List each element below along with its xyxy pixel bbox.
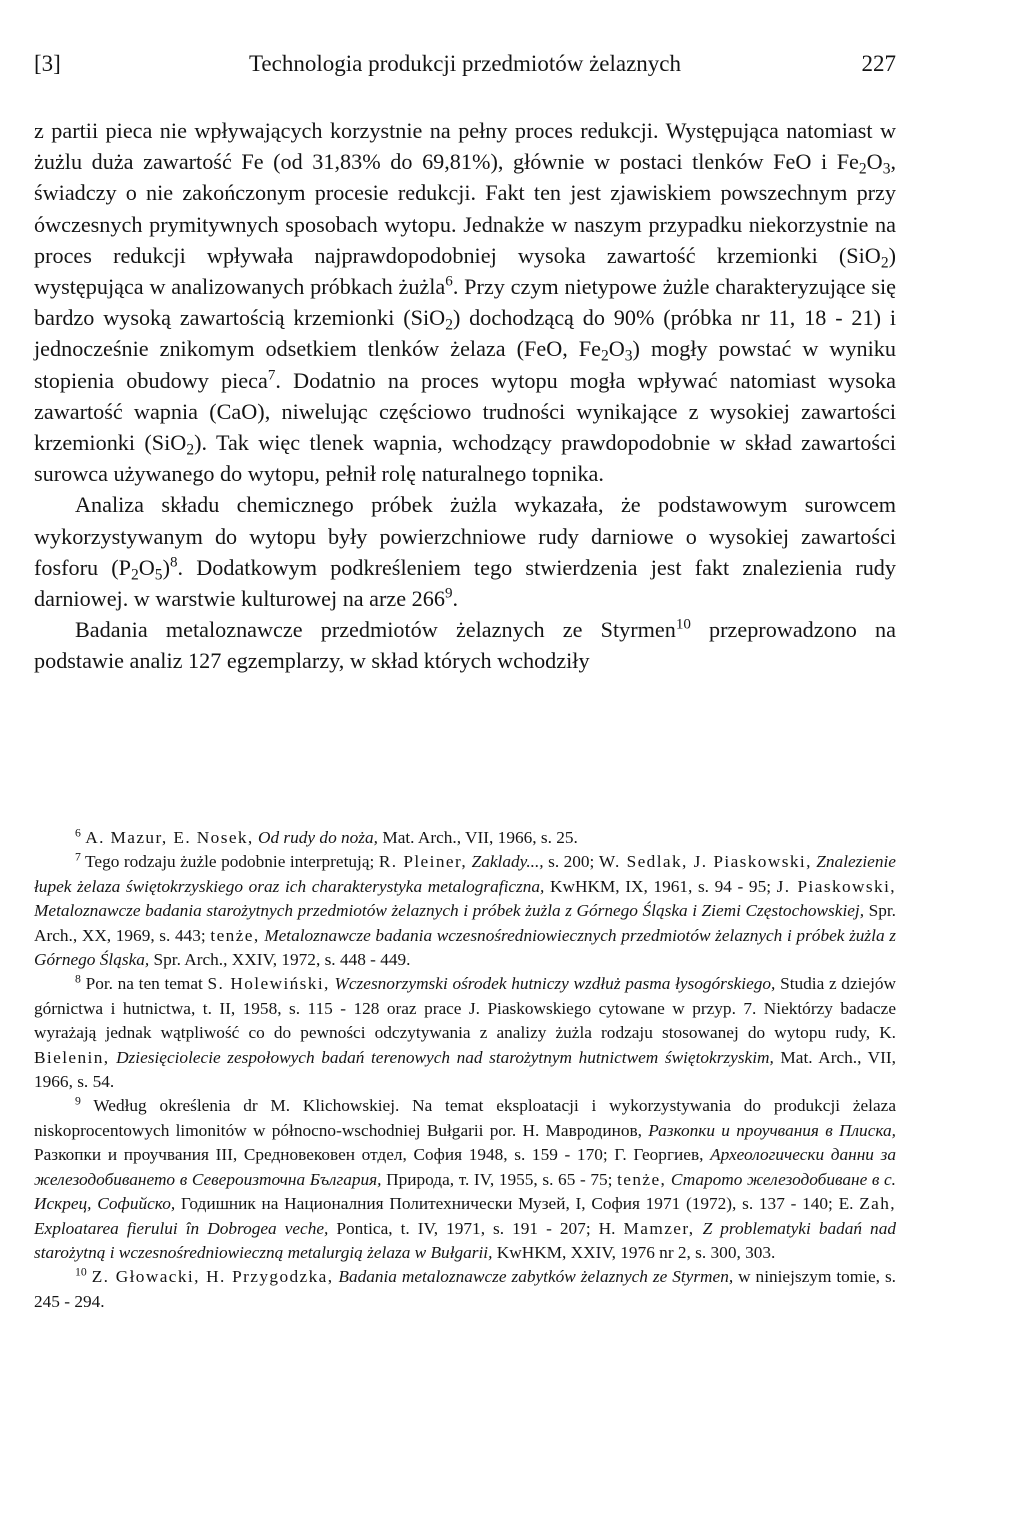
text-run: z partii pieca nie wpływających korzystnie na pełny proces redukcji. Występująca natomiast w żużlu duża zawartość Fe (od 31,83% do 69,81%), głównie w postaci tlenków FeO i Fe xyxy=(34,118,896,175)
footnote-9 xyxy=(34,1094,896,1265)
text-run: Por. na ten temat xyxy=(85,974,208,994)
footnote-ref-6[interactable]: 6 xyxy=(445,273,453,290)
footnote-8 xyxy=(34,972,896,1094)
footnote-mark: 7 xyxy=(75,850,81,864)
footnote-ref-7[interactable]: 7 xyxy=(267,367,276,384)
work-title: Dziesięciolecie zespołowych badań terenowych nad starożytnym hutnictwem świętokrzyskim, xyxy=(116,1047,774,1067)
text-run: Mat. Arch., VII, 1966, s. 25. xyxy=(382,828,578,847)
footnote-ref-9[interactable]: 9 xyxy=(444,585,453,602)
text-run: Годишник на Националния Политехнически Музей, I, София 1971 (1972), s. 137 - 140; E. xyxy=(175,1194,860,1214)
running-title: Technologia produkcji przedmiotów żelaznych xyxy=(248,51,682,76)
text-run: ). Tak więc tlenek wapnia, wchodzący prawdopodobnie w skład zawartości surowca używanego do wytopu, pełnił rolę naturalnego topnika. xyxy=(34,430,896,487)
work-title: Старото железодобиване в с. Искрец, Софийско, xyxy=(34,1169,897,1214)
running-header xyxy=(34,48,896,80)
text-run: O xyxy=(608,336,625,362)
author: R. Pleiner, xyxy=(378,852,468,872)
subscript: 2 xyxy=(880,254,889,272)
text-run: przeprowadzono na podstawie analiz 127 egzemplarzy, w skład których wchodziły xyxy=(34,617,896,674)
text-run: . Przy czym nietypowe żużle charakteryzujące się bardzo wysoką zawartością krzemionki (SiO xyxy=(34,274,896,331)
footnote-mark: 10 xyxy=(75,1265,87,1279)
text-run: . Dodatkowym podkreśleniem tego stwierdzenia jest fakt znalezienia rudy darniowej. w warstwie kulturowej na arze 266 xyxy=(34,554,896,612)
subscript: 2 xyxy=(186,441,195,459)
work-title: Exploatarea fierului în Dobrogea veche, xyxy=(34,1218,329,1238)
text-run: Studia z dziejów górnictwa i hutnictwa, t. II, 1958, s. 115 - 128 oraz prace J. Piaskowskiego cytowane w przyp. 7. Niektórzy badacze wyrażają jednak wątpliwość co do pewności odczytywania z analizy żużla rodzaju stosowanej do wytopu rudy, K. xyxy=(34,974,897,1043)
text-run: KwHKM, IX, 1961, s. 94 - 95; xyxy=(544,876,777,896)
paragraph-2 xyxy=(34,489,896,614)
text-run: Analiza składu chemicznego próbek żużla wykazała, że podstawowym surowcem wykorzystywanym do wytopu były powierzchniowe rudy darniowe o wysokiej zawartości fosforu (P xyxy=(34,492,896,580)
text-run: Spr. Arch., XXIV, 1972, s. 448 - 449. xyxy=(149,950,411,970)
footnotes xyxy=(34,826,896,1314)
work-title: Badania metaloznawcze zabytków żelaznych ze Styrmen, xyxy=(338,1267,734,1287)
text-run: Spr. Arch., XX, 1969, s. 443; xyxy=(34,901,896,945)
author: Mamzer, xyxy=(623,1218,695,1238)
text-run: O xyxy=(138,554,155,580)
subscript: 2 xyxy=(600,348,609,366)
text-run: Tego rodzaju żużle podobnie interpretują; xyxy=(85,852,379,872)
work-title: Metaloznawcze badania starożytnych przedmiotów żelaznych i próbek żużla z Górnego Śląska i Ziemi Częstochowskiej, xyxy=(34,901,865,921)
text-run: ) mogły powstać w wyniku stopienia obudowy pieca xyxy=(34,336,896,393)
author: A. Mazur, E. Nosek, xyxy=(85,828,254,847)
footnote-mark: 6 xyxy=(75,826,81,840)
footnote-7 xyxy=(34,850,896,972)
work-title: Wczesnorzymski ośrodek hutniczy wzdłuż pasma łysogórskiego, xyxy=(334,974,776,994)
text-run: ) dochodzącą do 90% (próbka nr 11, 18 - 21) i jednocześnie znikomym odsetkiem tlenków żelaza (FeO, Fe xyxy=(34,305,896,362)
footnote-mark: 9 xyxy=(75,1095,81,1108)
author: S. Holewiński, xyxy=(207,974,330,994)
text-run: s. 200; xyxy=(543,852,599,872)
work-title: Zaklady..., xyxy=(471,852,544,872)
text-run: Według określenia dr M. Klichowskiej. Na temat eksploatacji i wykorzystywania do produkcji żelaza niskoprocentowych limonitów w północno-wschodniej Bułgarii por. Н. Мавродинов, xyxy=(34,1096,896,1140)
text-run: ) występująca w analizowanych próbkach żużla xyxy=(34,242,896,300)
page-number: 227 xyxy=(861,51,896,76)
paragraph-3 xyxy=(34,614,896,676)
footnote-10 xyxy=(34,1265,896,1314)
author: tenże, xyxy=(210,925,260,945)
subscript: 2 xyxy=(131,566,139,584)
footnote-mark: 8 xyxy=(75,972,81,986)
text-run: Badania metaloznawcze przedmiotów żelaznych ze Styrmen xyxy=(75,617,676,643)
subscript: 2 xyxy=(445,316,453,334)
subscript: 3 xyxy=(624,348,633,366)
text-run: Природа, т. IV, 1955, s. 65 - 75; xyxy=(381,1169,618,1189)
text-run: ) xyxy=(162,554,170,580)
subscript: 3 xyxy=(882,160,891,178)
footnote-ref-8[interactable]: 8 xyxy=(169,554,178,571)
work-title: Разкопки и проучвания в Плиска, xyxy=(648,1120,896,1140)
footnote-ref-10[interactable]: 10 xyxy=(675,616,691,633)
author: tenże, xyxy=(617,1169,667,1189)
section-number: [3] xyxy=(34,51,61,76)
main-text xyxy=(34,115,896,677)
text-run: , świadczy o nie zakończonym procesie redukcji. Fakt ten jest zjawiskiem powszechnym przy ówczesnych prymitywnych sposobach wytopu. Jednakże w naszym przypadku niekorzystnie na proces redukcji wpływała najprawdopodobniej wysoka zawartość krzemionki (SiO xyxy=(34,149,896,268)
work-title: Znalezienie łupek żelaza świętokrzyskiego oraz ich charakterystyka metalograficzna, xyxy=(34,852,896,896)
text-run: w niniejszym tomie, s. 245 - 294. xyxy=(34,1267,896,1311)
text-run: Pontica, t. IV, 1971, s. 191 - 207; H. xyxy=(328,1218,624,1238)
work-title: Metaloznawcze badania wczesnośredniowiecznych przedmiotów żelaznych i próbek żużla z Górnego Śląska, xyxy=(34,925,896,970)
author: Zah, xyxy=(859,1194,897,1214)
subscript: 2 xyxy=(858,160,867,178)
text-run: Mat. Arch., VII, 1966, s. 54. xyxy=(34,1047,896,1092)
text-run: KwHKM, XXIV, 1976 nr 2, s. 300, 303. xyxy=(492,1242,776,1262)
footnote-6 xyxy=(34,826,896,850)
paragraph-1 xyxy=(34,115,896,489)
text-run: . xyxy=(452,586,459,612)
text-run: Разкопки и проучвания III, Средновековен отдел, София 1948, s. 159 - 170; Г. Георгиев, xyxy=(34,1145,704,1165)
work-title: Od rudy do noża, xyxy=(257,828,378,847)
author: Bielenin, xyxy=(34,1047,110,1067)
subscript: 5 xyxy=(154,566,163,584)
text-run: O xyxy=(866,149,883,175)
work-title: Археологически данни за железодобиването в Североизточна България, xyxy=(34,1145,896,1189)
author: Z. Głowacki, H. Przygodzka, xyxy=(91,1267,334,1287)
author: J. Piaskowski, xyxy=(776,876,896,896)
work-title: Z problematyki badań nad starożytną i wczesnośredniowieczną metalurgią żelaza w Bułgarii, xyxy=(34,1218,896,1262)
author: W. Sedlak, J. Piaskowski, xyxy=(598,852,812,872)
text-run: . Dodatnio na proces wytopu mogła wpływać natomiast wysoka zawartość wapnia (CaO), niwelując częściowo trudności wynikające z wysokiej zawartości krzemionki (SiO xyxy=(34,367,896,456)
